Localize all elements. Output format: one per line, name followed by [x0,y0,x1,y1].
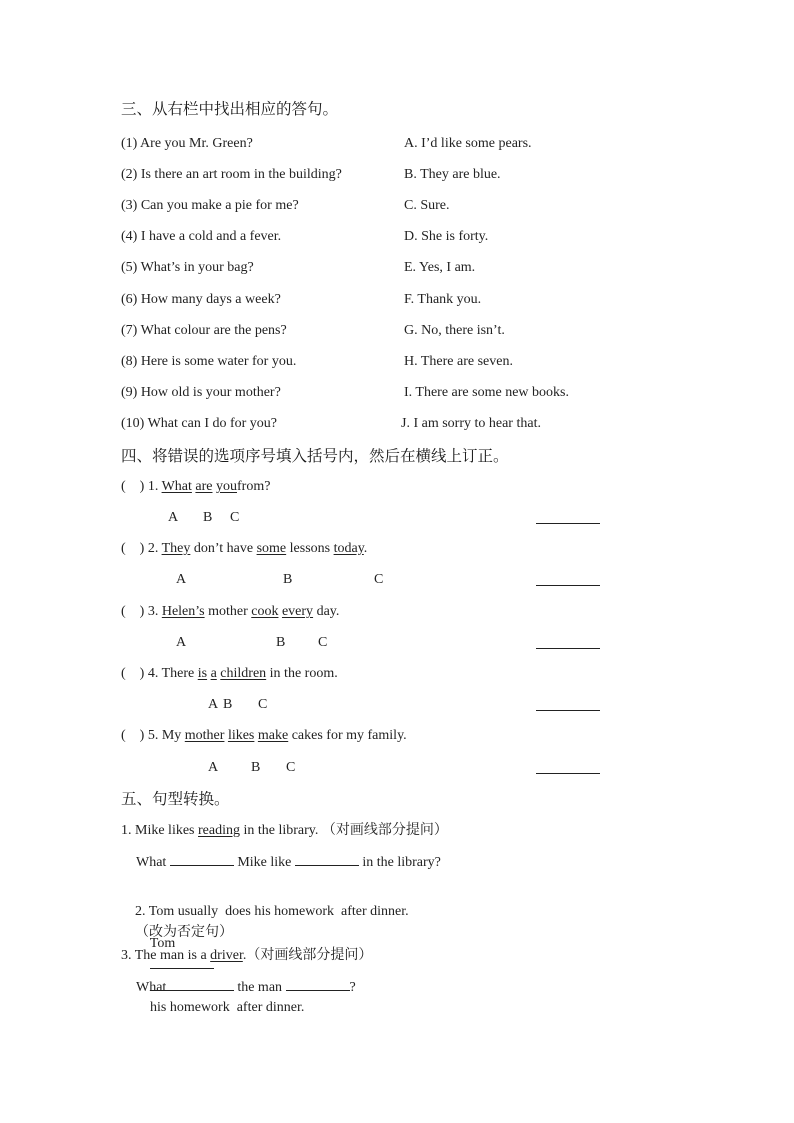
question-text: (2) Is there an art room in the building? [121,167,342,182]
answer-text: G. No, there isn’t. [404,323,505,338]
transform-item [0,820,794,840]
section4-heading-row [0,446,794,466]
answer-text: J. I am sorry to hear that. [401,416,541,431]
match-row [0,227,794,247]
answer-text: H. There are seven. [404,354,513,369]
option-letter-a: A [208,760,219,775]
answer-paren[interactable]: ( ) [121,541,145,556]
answer-blank[interactable] [286,976,350,991]
correction-blank[interactable] [536,508,600,524]
sentence-text: . [363,541,368,556]
sentence-text: 1. Mike likes [121,823,195,838]
option-a-word: What [161,479,192,494]
sentence-text: cakes for my family. [291,728,407,743]
question-text: (6) How many days a week? [121,292,281,307]
correction-blank[interactable] [536,695,600,711]
question-text: (10) What can I do for you? [121,416,278,431]
correction-blank[interactable] [536,633,600,649]
question-text: (8) Here is some water for you. [121,354,297,369]
correction-item [0,539,794,559]
option-letter-c: C [374,572,384,587]
answer-text: What [136,980,167,995]
underlined-word: reading [198,823,240,838]
answer-text: ? [349,980,356,995]
answer-paren[interactable]: ( ) [121,666,145,681]
match-row [0,352,794,372]
item-number: 3. [147,604,159,619]
option-letters-row [0,570,794,590]
correction-item [0,602,794,622]
option-a-word: is [197,666,208,681]
answer-text: his homework after dinner. [150,1000,305,1015]
question-text: (5) What’s in your bag? [121,260,254,275]
answer-text: What [136,855,167,870]
answer-paren[interactable]: ( ) [121,479,145,494]
correction-item [0,664,794,684]
answer-text: the man [237,980,283,995]
question-text: (7) What colour are the pens? [121,323,287,338]
option-b-word: cook [251,604,279,619]
sentence-text: 3. The man is a [121,948,207,963]
option-a-word: Helen’s [161,604,205,619]
answer-text: F. Thank you. [404,292,482,307]
answer-paren[interactable]: ( ) [121,728,145,743]
answer-text: Mike like [237,855,292,870]
match-row [0,196,794,216]
question-text: (9) How old is your mother? [121,385,281,400]
answer-text: B. They are blue. [404,167,501,182]
transform-item [0,882,794,940]
sentence-text: There [161,666,195,681]
question-text: (1) Are you Mr. Green? [121,136,253,151]
correction-blank[interactable] [536,570,600,586]
option-letter-b: B [276,635,286,650]
option-c-word: you [216,479,237,494]
option-letter-c: C [230,510,240,525]
sentence-text: . [242,948,247,963]
option-c-word: every [281,604,314,619]
sentence-text: in the library. [243,823,319,838]
option-letter-b: B [203,510,213,525]
match-row [0,165,794,185]
match-row [0,258,794,278]
option-letter-a: A [208,697,219,712]
section-heading: 五、句型转换。 [121,790,230,808]
answer-text: C. Sure. [404,198,450,213]
underlined-word: driver [210,948,243,963]
sentence-text: 2. Tom usually does his homework after dinner. [135,904,409,919]
instruction-note: （改为否定句） [135,924,233,940]
answer-text: in the library? [362,855,441,870]
match-row [0,134,794,154]
sentence-text: lessons [289,541,331,556]
answer-text: A. I’d like some pears. [404,136,532,151]
option-a-word: They [161,541,191,556]
option-letters-row [0,695,794,715]
option-letter-b: B [223,697,233,712]
question-text: (4) I have a cold and a fever. [121,229,282,244]
correction-blank[interactable] [536,758,600,774]
option-letter-a: A [176,635,187,650]
question-text: (3) Can you make a pie for me? [121,198,299,213]
answer-line [0,851,794,871]
option-letter-c: C [258,697,268,712]
option-letters-row [0,633,794,653]
section-heading: 四、将错误的选项序号填入括号内，然后在横线上订正。 [121,447,509,465]
instruction-note: （对画线部分提问） [246,947,373,963]
item-number: 2. [147,541,159,556]
transform-item [0,945,794,965]
option-letter-b: B [251,760,261,775]
answer-paren[interactable]: ( ) [121,604,145,619]
item-number: 4. [147,666,159,681]
option-a-word: mother [184,728,225,743]
sentence-text: mother [208,604,248,619]
option-letter-a: A [168,510,179,525]
answer-text: D. She is forty. [404,229,489,244]
section3-heading-row [0,99,794,119]
option-c-word: today [333,541,364,556]
option-letter-b: B [283,572,293,587]
answer-blank[interactable] [170,976,234,991]
section5-heading-row [0,789,794,809]
item-number: 1. [147,479,159,494]
option-b-word: likes [227,728,255,743]
match-row [0,321,794,341]
answer-blank[interactable] [295,851,359,866]
section-heading: 三、从右栏中找出相应的答句。 [121,100,339,118]
sentence-text: in the room. [269,666,338,681]
correction-item [0,477,794,497]
correction-item [0,726,794,746]
option-c-word: children [220,666,267,681]
option-b-word: a [210,666,217,681]
answer-line [0,976,794,996]
option-letter-a: A [176,572,187,587]
option-c-word: make [257,728,289,743]
match-row [0,290,794,310]
sentence-text: day. [316,604,340,619]
option-letter-c: C [318,635,328,650]
option-letter-c: C [286,760,296,775]
answer-text: Tom [149,936,176,951]
sentence-text: from? [237,479,271,494]
answer-text: E. Yes, I am. [404,260,476,275]
instruction-note: （对画线部分提问） [321,822,448,838]
match-row [0,383,794,403]
sentence-text: don’t have [193,541,254,556]
option-b-word: are [195,479,213,494]
sentence-text: My [161,728,182,743]
item-number: 5. [147,728,159,743]
match-row [0,414,794,434]
option-letters-row [0,758,794,778]
option-b-word: some [256,541,287,556]
answer-text: I. There are some new books. [404,385,569,400]
option-letters-row [0,508,794,528]
answer-blank[interactable] [170,851,234,866]
